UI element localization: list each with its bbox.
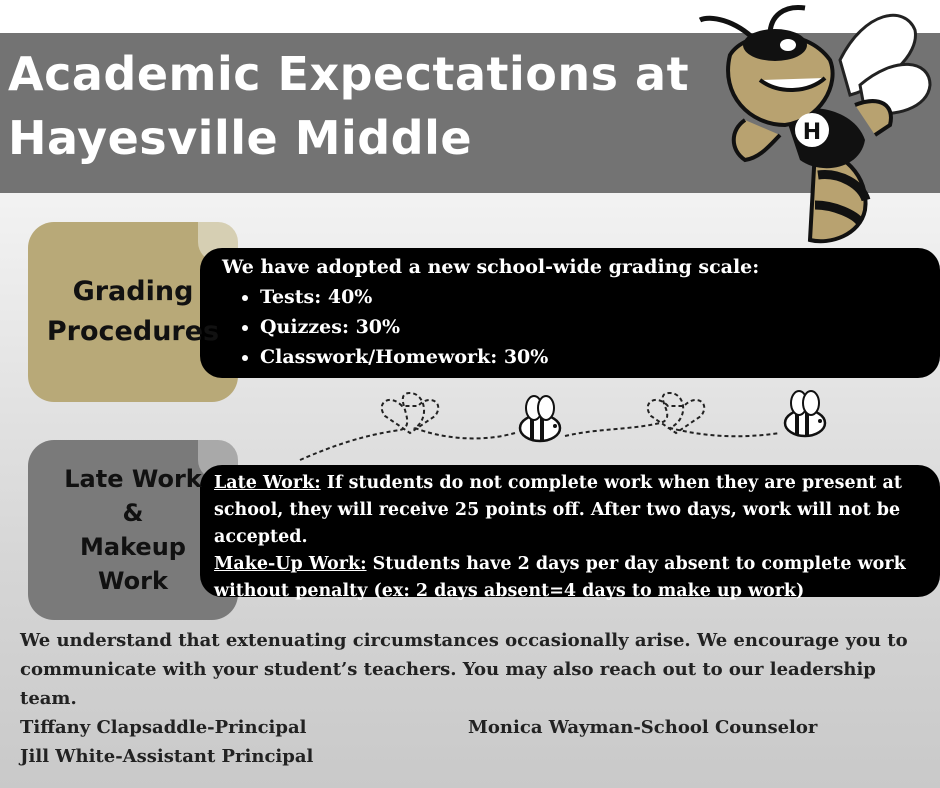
- grading-scale-list: [222, 282, 548, 372]
- late-tab-line-3: Makeup: [80, 533, 186, 561]
- grading-tab-label: [47, 272, 219, 352]
- assistant-principal-name: Jill White-Assistant Principal: [20, 746, 314, 767]
- title-line-2: Hayesville Middle: [8, 111, 473, 165]
- makeup-work-text: Students have 2 days per day absent to complete work without penalty (ex: 2 days absent=4 days to make up work): [214, 554, 906, 601]
- late-work-panel: [200, 465, 940, 601]
- list-item: • Classwork/Homework: 30%: [260, 342, 548, 372]
- late-tab-line-2: &: [122, 499, 144, 527]
- grading-tab-line-1: Grading: [72, 276, 194, 307]
- list-item: • Quizzes: 30%: [260, 312, 548, 342]
- heart-bee-doodle: [290, 388, 850, 463]
- leadership-right: [468, 713, 817, 742]
- late-work-tab-label: [64, 462, 202, 598]
- late-work-label: Late Work:: [214, 473, 321, 493]
- counselor-name: Monica Wayman-School Counselor: [468, 717, 818, 738]
- title-line-1: Academic Expectations at: [8, 47, 690, 101]
- heart-doodle-icon: [382, 400, 439, 433]
- page-title: [8, 42, 708, 170]
- grading-intro: We have adopted a new school-wide grading scale:: [222, 256, 760, 278]
- grading-panel: [200, 248, 940, 378]
- grading-tab-line-2: Procedures: [46, 316, 220, 347]
- list-item: • Tests: 40%: [260, 282, 548, 312]
- bee-doodle-icon: [785, 391, 825, 436]
- bee-mascot-icon: [690, 0, 940, 250]
- late-work-body: [214, 470, 934, 605]
- makeup-work-label: Make-Up Work:: [214, 554, 367, 574]
- bee-doodle-icon: [520, 396, 560, 441]
- principal-name: Tiffany Clapsaddle-Principal: [20, 717, 307, 738]
- heart-doodle-icon: [648, 400, 705, 433]
- mascot-letter: H: [802, 120, 822, 145]
- late-work-text: If students do not complete work when they are present at school, they will receive 25 points off. After two days, work will not be accepted.: [214, 473, 902, 547]
- footer-note: We understand that extenuating circumstances occasionally arise. We encourage you to communicate with your student’s teachers. You may also reach out to our leadership team.: [20, 630, 908, 709]
- late-tab-line-4: Work: [98, 567, 168, 595]
- late-tab-line-1: Late Work: [64, 465, 202, 493]
- grading-tab: [28, 222, 238, 402]
- leadership-left: [20, 713, 313, 771]
